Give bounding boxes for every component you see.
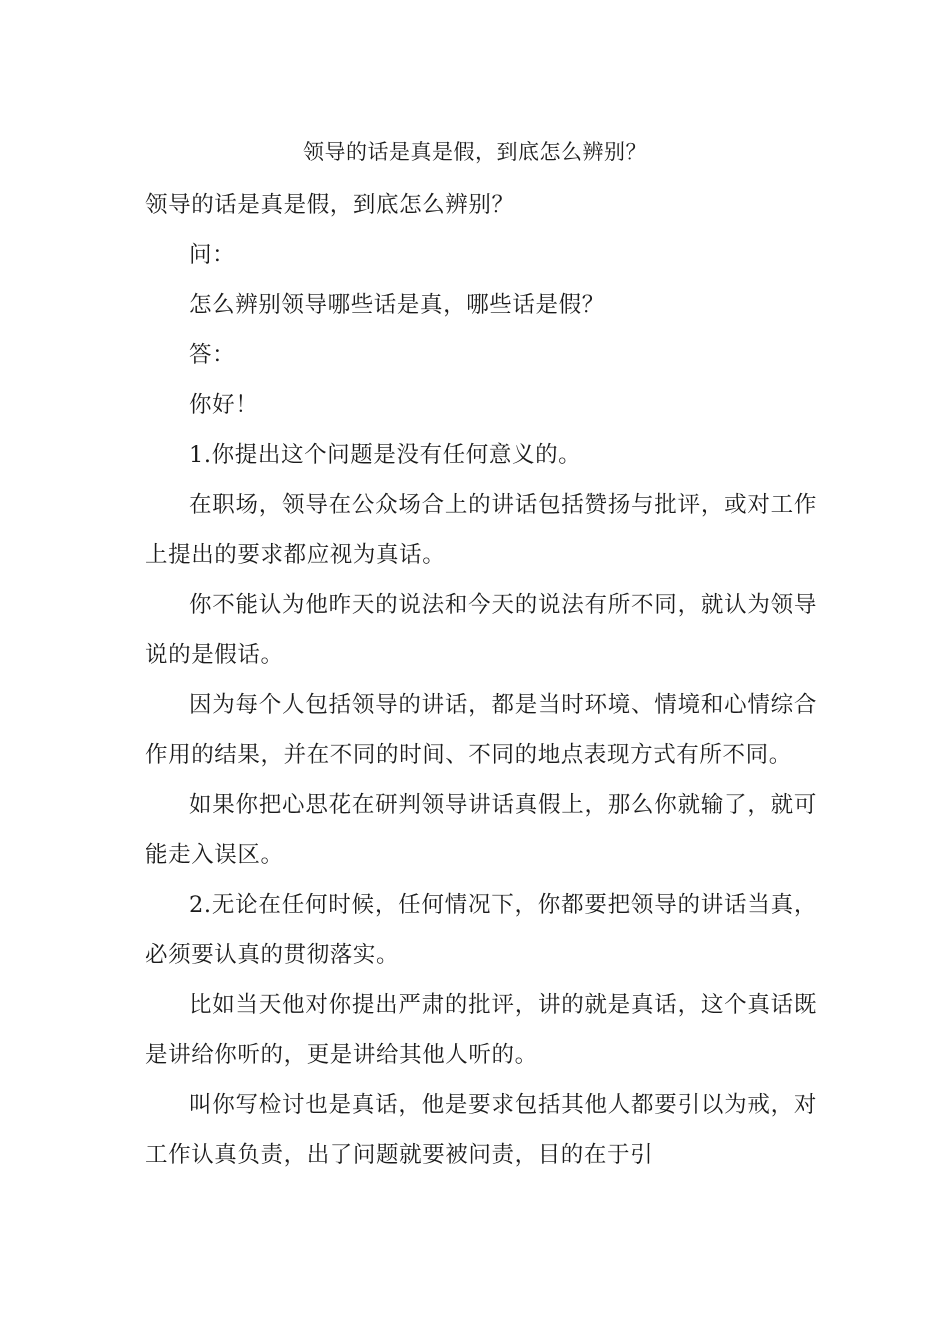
document-body [145,180,817,1180]
paragraph: 因为每个人包括领导的讲话，都是当时环境、情境和心情综合作用的结果，并在不同的时间、不同的地点表现方式有所不同。 [145,692,817,768]
question-label: 问： [189,242,236,268]
greeting: 你好！ [189,392,259,418]
paragraph: 1.你提出这个问题是没有任何意义的。 [189,442,582,468]
paragraph: 2.无论在任何时候，任何情况下，你都要把领导的讲话当真，必须要认真的贯彻落实。 [145,892,817,968]
paragraph: 比如当天他对你提出严肃的批评，讲的就是真话，这个真话既是讲给你听的，更是讲给其他人听的。 [145,992,817,1068]
document-title: 领导的话是真是假，到底怎么辨别？ [303,140,647,164]
paragraph: 如果你把心思花在研判领导讲话真假上，那么你就输了，就可能走入误区。 [145,792,817,868]
question-text: 怎么辨别领导哪些话是真，哪些话是假？ [189,292,605,318]
paragraph: 叫你写检讨也是真话，他是要求包括其他人都要引以为戒，对工作认真负责，出了问题就要被问责，目的在于引 [145,1092,817,1168]
body-heading: 领导的话是真是假，到底怎么辨别？ [145,192,515,218]
answer-label: 答： [189,342,236,368]
paragraph: 在职场，领导在公众场合上的讲话包括赞扬与批评，或对工作上提出的要求都应视为真话。 [145,492,817,568]
paragraph: 你不能认为他昨天的说法和今天的说法有所不同，就认为领导说的是假话。 [145,592,817,668]
